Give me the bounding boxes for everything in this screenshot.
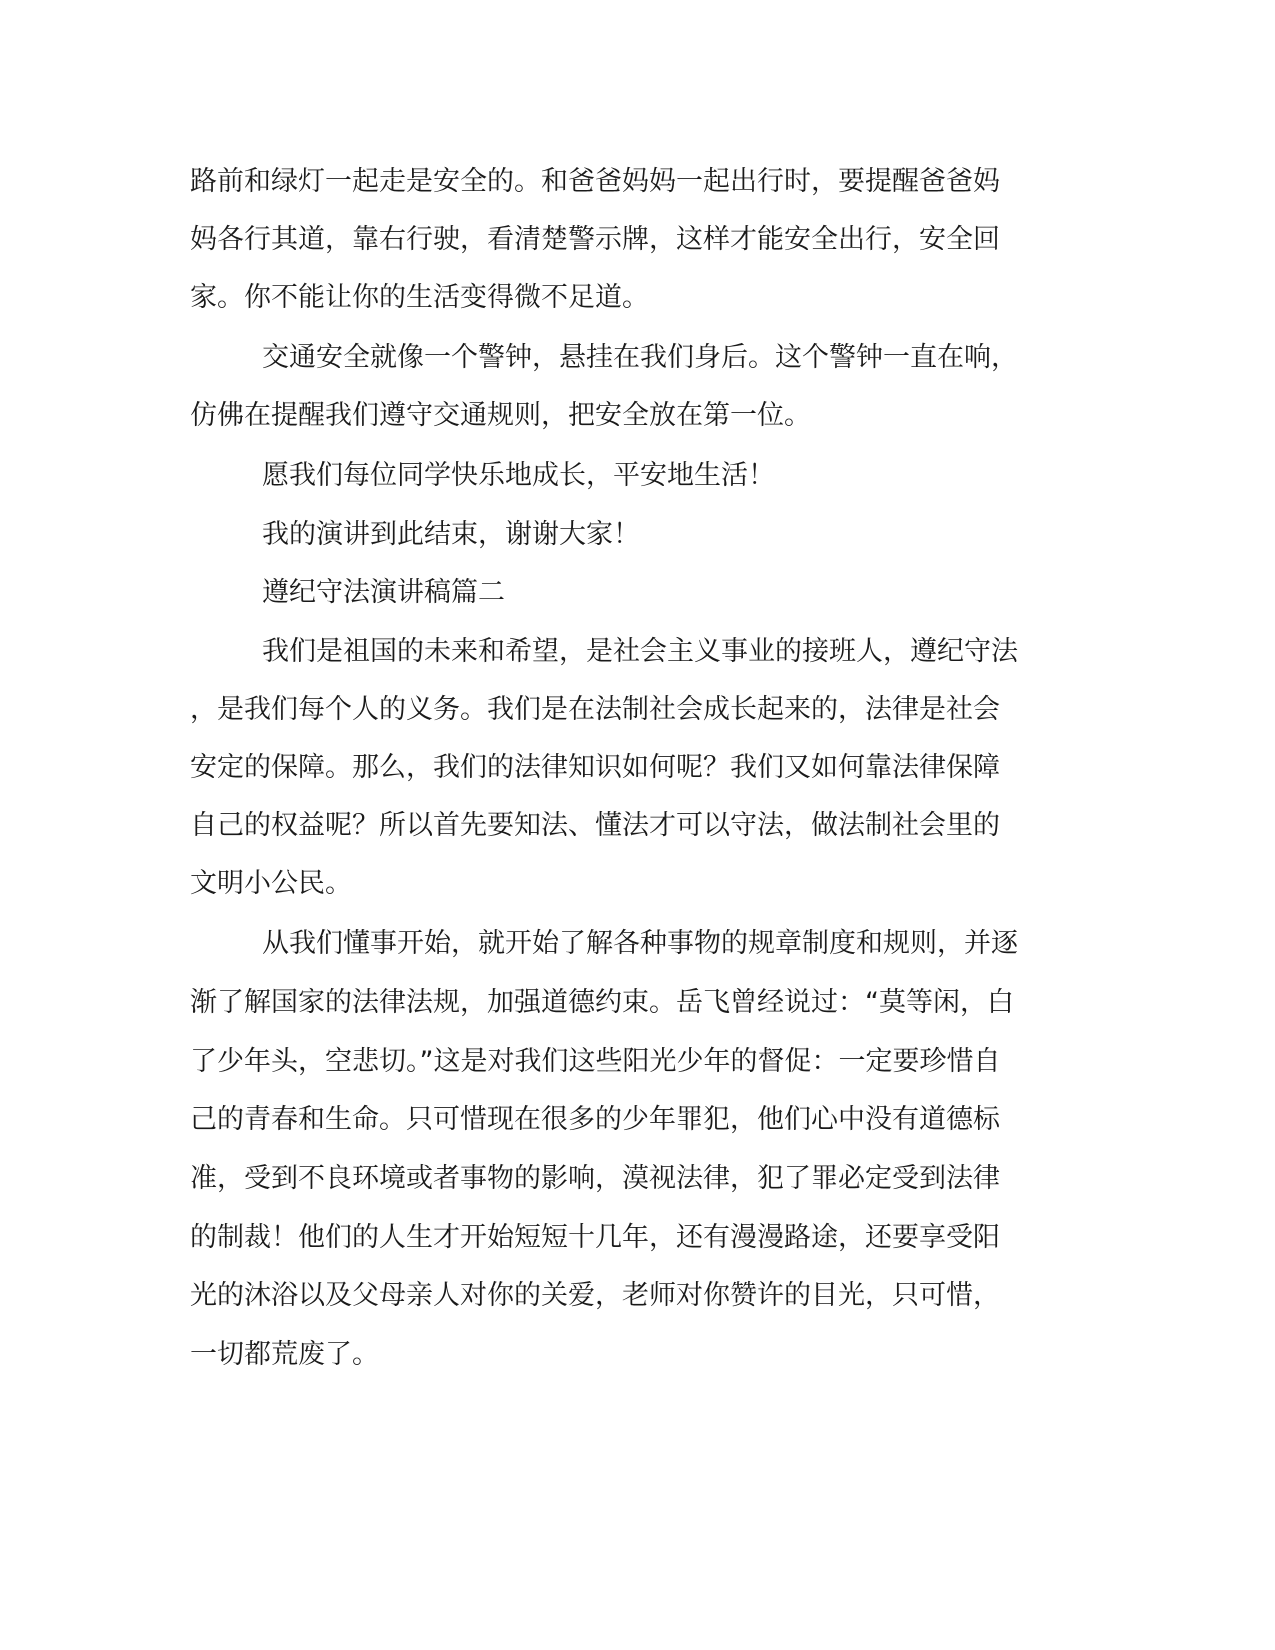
- text-line: 的制裁！他们的人生才开始短短十几年，还有漫漫路途，还要享受阳: [190, 1222, 1000, 1253]
- text-line: 交通安全就像一个警钟，悬挂在我们身后。这个警钟一直在响，: [262, 342, 1018, 373]
- section-heading: 遵纪守法演讲稿篇二: [262, 577, 505, 608]
- text-line: 一切都荒废了。: [190, 1339, 379, 1370]
- text-line: 准，受到不良环境或者事物的影响，漠视法律，犯了罪必定受到法律: [190, 1163, 1000, 1194]
- text-line: 愿我们每位同学快乐地成长，平安地生活！: [262, 460, 775, 491]
- text-line: 己的青春和生命。只可惜现在很多的少年罪犯，他们心中没有道德标: [190, 1104, 1000, 1135]
- text-line: 了少年头，空悲切。”这是对我们这些阳光少年的督促：一定要珍惜自: [190, 1046, 1001, 1077]
- text-line: 自己的权益呢？所以首先要知法、懂法才可以守法，做法制社会里的: [190, 810, 1000, 841]
- text-line: ，是我们每个人的义务。我们是在法制社会成长起来的，法律是社会: [190, 694, 1000, 725]
- text-line: 路前和绿灯一起走是安全的。和爸爸妈妈一起出行时，要提醒爸爸妈: [190, 166, 1000, 197]
- text-line: 我的演讲到此结束，谢谢大家！: [262, 519, 640, 550]
- text-line: 安定的保障。那么，我们的法律知识如何呢？我们又如何靠法律保障: [190, 752, 1000, 783]
- text-line: 家。你不能让你的生活变得微不足道。: [190, 282, 649, 313]
- text-line: 我们是祖国的未来和希望，是社会主义事业的接班人，遵纪守法: [262, 636, 1018, 667]
- text-line: 仿佛在提醒我们遵守交通规则，把安全放在第一位。: [190, 400, 811, 431]
- text-line: 文明小公民。: [190, 868, 352, 899]
- text-line: 妈各行其道，靠右行驶，看清楚警示牌，这样才能安全出行，安全回: [190, 224, 1000, 255]
- text-line: 渐了解国家的法律法规，加强道德约束。岳飞曾经说过：“莫等闲，白: [190, 987, 1014, 1018]
- text-line: 从我们懂事开始，就开始了解各种事物的规章制度和规则，并逐: [262, 928, 1018, 959]
- text-line: 光的沐浴以及父母亲人对你的关爱，老师对你赞许的目光，只可惜，: [190, 1280, 1000, 1311]
